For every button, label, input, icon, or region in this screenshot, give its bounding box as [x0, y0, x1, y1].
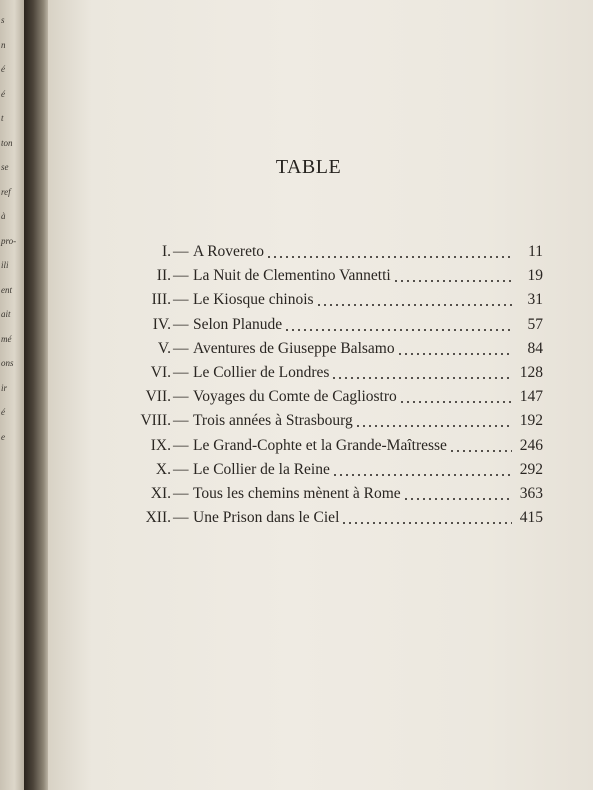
chapter-title: Aventures de Giuseppe Balsamo [193, 339, 395, 357]
left-fragment: se [1, 162, 9, 172]
em-dash: — [173, 267, 189, 285]
chapter-numeral: IX. [150, 436, 171, 454]
left-fragment: ait [1, 309, 11, 319]
dot-leader [341, 522, 512, 524]
chapter-title: Le Grand-Cophte et la Grande-Maîtresse [193, 436, 447, 454]
em-dash: — [173, 509, 189, 527]
dot-leader [316, 304, 512, 306]
dot-leader [355, 425, 512, 427]
left-fragment: pro- [1, 235, 17, 246]
page-number: 363 [519, 485, 543, 502]
page-number: 415 [519, 509, 543, 527]
chapter-numeral: II. [156, 267, 171, 285]
left-fragment: s [1, 15, 5, 25]
toc-entry [48, 240, 593, 264]
left-fragment: é [1, 88, 5, 99]
toc-entry [48, 434, 593, 458]
chapter-title: Le Kiosque chinois [193, 291, 314, 309]
chapter-title: Trois années à Strasbourg [193, 412, 353, 430]
page-number: 292 [519, 460, 543, 478]
toc-entry [48, 361, 593, 385]
dot-leader [331, 377, 512, 379]
em-dash: — [173, 243, 189, 260]
page-number: 246 [519, 436, 543, 454]
em-dash: — [173, 291, 189, 309]
page-number: 192 [519, 412, 543, 430]
toc-entry [48, 409, 593, 433]
chapter-title: Selon Planude [193, 315, 283, 333]
toc-entry [48, 337, 593, 361]
page-number: 84 [527, 339, 543, 357]
page-number: 11 [528, 243, 543, 260]
chapter-numeral: IV. [152, 315, 171, 333]
chapter-title: La Nuit de Clementino Vannetti [193, 267, 391, 285]
em-dash: — [173, 412, 189, 430]
right-page [48, 0, 593, 790]
page-title: TABLE [275, 156, 342, 178]
chapter-title: A Rovereto [193, 243, 265, 260]
em-dash: — [173, 388, 189, 406]
chapter-numeral: XII. [145, 509, 171, 527]
chapter-numeral: XI. [150, 485, 171, 502]
left-fragment: à [1, 211, 6, 221]
dot-leader [332, 474, 512, 476]
chapter-numeral: I. [161, 243, 171, 260]
chapter-numeral: VIII. [140, 412, 171, 430]
dot-leader [403, 498, 512, 500]
dot-leader [266, 256, 512, 258]
em-dash: — [173, 364, 189, 381]
em-dash: — [173, 436, 189, 454]
chapter-title: Le Collier de la Reine [193, 460, 330, 478]
chapter-title: Voyages du Comte de Cagliostro [193, 388, 397, 406]
left-fragment: ton [1, 137, 13, 148]
dot-leader [449, 450, 512, 452]
dot-leader [399, 401, 512, 403]
left-fragment: ili [1, 260, 9, 270]
toc-entry [48, 313, 593, 337]
dot-leader [284, 329, 512, 331]
left-fragment: é [1, 407, 5, 417]
page-number: 19 [527, 267, 543, 285]
em-dash: — [173, 339, 189, 357]
page-number: 57 [527, 315, 543, 333]
chapter-numeral: VII. [145, 388, 171, 406]
toc-entry [48, 288, 593, 312]
toc-entry [48, 385, 593, 409]
left-page-edge [0, 0, 24, 790]
book-gutter [24, 0, 50, 790]
em-dash: — [173, 315, 189, 333]
chapter-numeral: VI. [150, 364, 171, 381]
chapter-title: Une Prison dans le Ciel [193, 509, 340, 527]
left-page-text-fragments [1, 8, 24, 449]
toc-entry [48, 458, 593, 482]
left-fragment: mé [1, 333, 12, 344]
em-dash: — [173, 460, 189, 478]
toc-entry [48, 506, 593, 530]
page-number: 31 [527, 291, 543, 309]
page-number: 147 [519, 388, 543, 406]
chapter-title: Tous les chemins mènent à Rome [193, 485, 401, 502]
left-fragment: t [1, 113, 4, 123]
left-fragment: é [1, 64, 5, 74]
toc-entry [48, 482, 593, 506]
chapter-title: Le Collier de Londres [193, 364, 330, 381]
left-fragment: ir [1, 382, 8, 393]
toc-entry [48, 264, 593, 288]
left-fragment: ons [1, 358, 14, 368]
chapter-numeral: X. [155, 460, 171, 478]
em-dash: — [173, 485, 189, 502]
chapter-numeral: III. [151, 291, 171, 309]
dot-leader [397, 353, 512, 355]
left-fragment: ent [1, 284, 12, 295]
page-number: 128 [519, 364, 543, 381]
left-fragment: ref [1, 186, 11, 197]
chapter-numeral: V. [157, 339, 171, 357]
left-fragment: e [1, 431, 5, 442]
dot-leader [393, 280, 512, 282]
left-fragment: n [1, 39, 6, 50]
